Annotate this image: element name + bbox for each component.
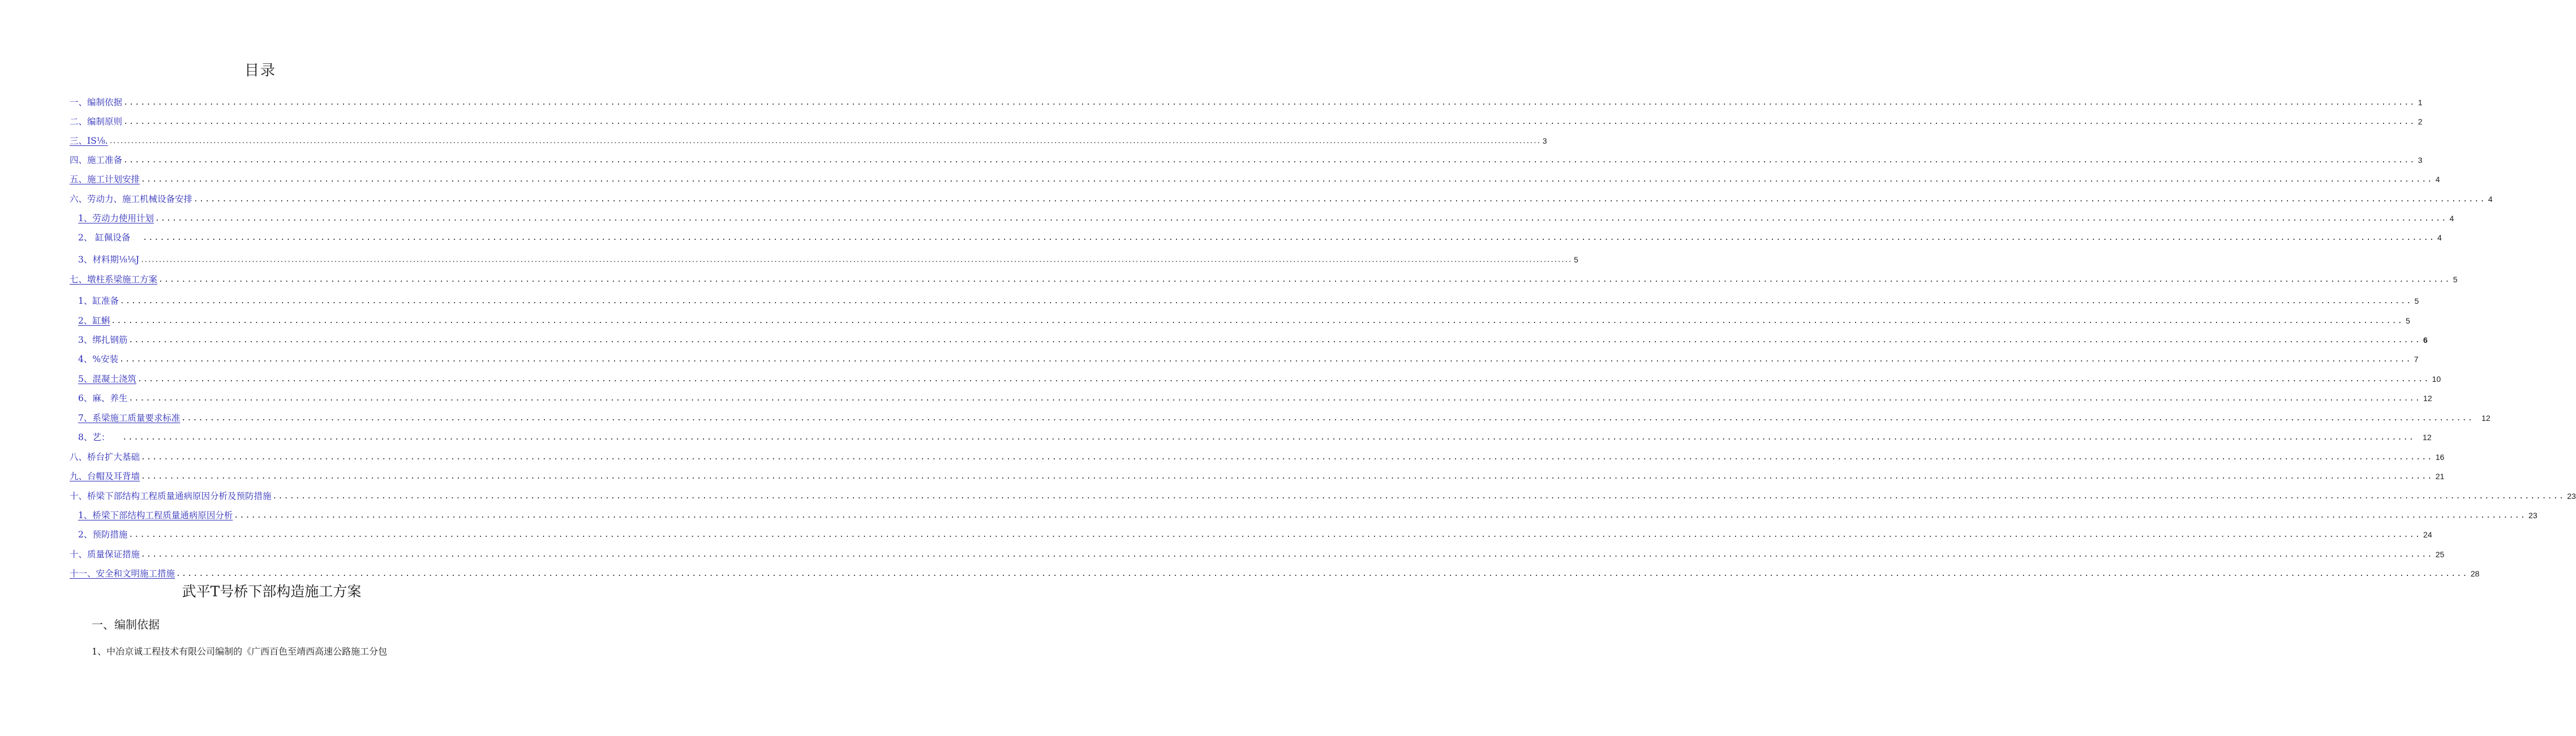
toc-entry[interactable] — [70, 96, 2423, 109]
toc-entry-page: 1 — [2418, 98, 2423, 107]
toc-entry[interactable] — [70, 470, 2445, 483]
toc-dot-leader: ................................................................................................................................................................................................................................................................................................................................................................................................................ — [141, 472, 2433, 481]
toc-dot-leader: ................................................................................................................................................................................................................................................................................................................................................................................................................ — [141, 550, 2433, 559]
toc-entry[interactable] — [78, 315, 2410, 327]
toc-dot-leader: ................................................................................................................................................................................................................................................................................................................................................................................................................ — [122, 433, 2415, 442]
toc-entry[interactable] — [78, 334, 2428, 346]
toc-entry-page: 4 — [2449, 214, 2454, 223]
toc-entry-page: 7 — [2414, 355, 2419, 364]
toc-entry-label[interactable]: 五、施工计划安排 — [70, 174, 140, 184]
toc-entry-page: 24 — [2423, 530, 2432, 539]
toc-entry-page: 21 — [2435, 472, 2445, 481]
toc-entry[interactable] — [78, 373, 2441, 385]
toc-entry-page: 12 — [2481, 414, 2491, 423]
toc-entry[interactable] — [78, 353, 2419, 365]
toc-entry[interactable] — [70, 135, 1547, 147]
toc-entry[interactable] — [78, 431, 2432, 444]
toc-dot-leader: ................................................................................................................................................................................................................................................................................................................................................................................................................ — [109, 137, 1540, 145]
toc-entry[interactable] — [70, 115, 2423, 128]
toc-dot-leader: ................................................................................................................................................................................................................................................................................................................................................................................................................ — [181, 414, 2474, 423]
toc-entry[interactable] — [70, 154, 2423, 166]
toc-dot-leader: ................................................................................................................................................................................................................................................................................................................................................................................................................ — [128, 336, 2422, 345]
toc-dot-leader: ................................................................................................................................................................................................................................................................................................................................................................................................................ — [123, 98, 2416, 107]
toc-entry-label[interactable]: 四、施工准备 — [70, 155, 123, 165]
toc-entry-label[interactable]: 5、混凝土浇筑 — [78, 374, 136, 384]
toc-dot-leader: ................................................................................................................................................................................................................................................................................................................................................................................................................ — [137, 375, 2430, 384]
toc-dot-leader: ................................................................................................................................................................................................................................................................................................................................................................................................................ — [140, 256, 1572, 264]
toc-dot-leader: ................................................................................................................................................................................................................................................................................................................................................................................................................ — [128, 531, 2422, 539]
toc-dot-leader: ................................................................................................................................................................................................................................................................................................................................................................................................................ — [141, 175, 2433, 184]
toc-entry[interactable] — [78, 231, 2442, 244]
toc-entry-label[interactable]: 4、%安装 — [78, 354, 119, 364]
toc-dot-leader: ................................................................................................................................................................................................................................................................................................................................................................................................................ — [111, 317, 2404, 325]
toc-entry-page: 5 — [2406, 316, 2410, 325]
toc-entry-page: 2 — [2418, 117, 2423, 126]
toc-entry-label[interactable]: 十一、安全和文明施工措施 — [70, 569, 175, 579]
toc-dot-leader: ................................................................................................................................................................................................................................................................................................................................................................................................................ — [123, 118, 2416, 126]
toc-dot-leader: ................................................................................................................................................................................................................................................................................................................................................................................................................ — [272, 492, 2565, 501]
toc-entry-label[interactable]: 3、绑扎钢筋 — [78, 335, 128, 345]
toc-entry-label[interactable]: 六、劳动力、施工机械设备安排 — [70, 194, 193, 204]
toc-entry[interactable] — [78, 212, 2454, 225]
toc-entry-label[interactable]: 7、系梁施工质量要求标准 — [78, 413, 181, 423]
toc-dot-leader: ................................................................................................................................................................................................................................................................................................................................................................................................................ — [194, 195, 2486, 204]
toc-entry-label[interactable]: 2、 缸佩设备 — [78, 233, 131, 243]
toc-entry[interactable] — [70, 173, 2440, 186]
document-title: 武平T号桥下部构造施工方案 — [182, 583, 362, 600]
toc-entry-label[interactable]: 七、墩柱系梁施工方案 — [70, 274, 158, 285]
toc-dot-leader: ................................................................................................................................................................................................................................................................................................................................................................................................................ — [143, 234, 2435, 242]
toc-entry[interactable] — [70, 193, 2493, 205]
toc-dot-leader: ................................................................................................................................................................................................................................................................................................................................................................................................................ — [158, 276, 2451, 284]
toc-entry-page: 4 — [2437, 233, 2442, 242]
toc-entry[interactable] — [70, 490, 2576, 502]
toc-entry[interactable] — [78, 253, 1578, 266]
toc-entry-page: 4 — [2435, 175, 2440, 184]
toc-entry-label[interactable]: 6、麻、养生 — [78, 393, 128, 403]
toc-entry-page: 16 — [2435, 453, 2445, 462]
toc-entry-label[interactable]: 八、桥台扩大基础 — [70, 452, 140, 462]
toc-entry-label[interactable]: 十、桥梁下部结构工程质量通病原因分析及预防措施 — [70, 491, 272, 501]
toc-entry-label[interactable]: 8、艺： — [78, 432, 110, 442]
toc-entry[interactable] — [78, 528, 2432, 541]
toc-entry-page: 5 — [1574, 255, 1578, 264]
toc-entry-page: 25 — [2435, 550, 2445, 559]
toc-dot-leader: ................................................................................................................................................................................................................................................................................................................................................................................................................ — [119, 297, 2412, 305]
toc-entry[interactable] — [78, 412, 2491, 424]
toc-entry-label[interactable]: 1、劳动力使用计划 — [78, 213, 154, 223]
section-heading: 一、编制依据 — [92, 618, 160, 631]
toc-entry-label[interactable]: 二、编制原则 — [70, 117, 123, 127]
toc-entry-page: 5 — [2414, 296, 2419, 305]
toc-entry[interactable] — [78, 509, 2538, 522]
toc-entry-page: 4 — [2488, 195, 2493, 204]
toc-dot-leader: ................................................................................................................................................................................................................................................................................................................................................................................................................ — [119, 355, 2412, 364]
toc-entry-label[interactable]: 1、桥梁下部结构工程质量通病原因分析 — [78, 510, 233, 520]
toc-dot-leader: ................................................................................................................................................................................................................................................................................................................................................................................................................ — [128, 394, 2422, 403]
toc-entry-label[interactable]: 3、材料期⅛⅛J — [78, 255, 140, 265]
toc-entry-page: 23 — [2567, 492, 2576, 501]
toc-entry-page: 23 — [2528, 511, 2538, 520]
toc-entry-page: 6 — [2423, 335, 2428, 345]
toc-entry-label[interactable]: 2、缸蝌 — [78, 316, 110, 326]
toc-dot-leader: ................................................................................................................................................................................................................................................................................................................................................................................................................ — [141, 453, 2433, 462]
toc-entry-label[interactable]: 三、IS⅛. — [70, 136, 108, 146]
toc-dot-leader: ................................................................................................................................................................................................................................................................................................................................................................................................................ — [176, 570, 2468, 578]
toc-entry-page: 12 — [2423, 433, 2432, 442]
toc-entry[interactable] — [78, 392, 2432, 404]
toc-entry-page: 12 — [2423, 394, 2432, 403]
toc-title: 目录 — [244, 62, 276, 79]
toc-dot-leader: ................................................................................................................................................................................................................................................................................................................................................................................................................ — [234, 511, 2527, 520]
toc-entry[interactable] — [70, 273, 2458, 286]
toc-entry-page: 3 — [1542, 136, 1547, 145]
toc-entry-page: 3 — [2418, 156, 2423, 165]
toc-entry-page: 5 — [2453, 275, 2458, 284]
toc-entry[interactable] — [78, 295, 2419, 307]
toc-entry-page: 10 — [2432, 375, 2441, 384]
body-paragraph: 1、中冶京诚工程技术有限公司编制的《广西百色至靖西高速公路施工分包 — [92, 646, 388, 657]
toc-entry-label[interactable]: 1、缸准备 — [78, 296, 119, 306]
toc-entry-label[interactable]: 2、预防措施 — [78, 530, 128, 540]
toc-entry-label[interactable]: 十、质量保证措施 — [70, 549, 140, 559]
toc-entry[interactable] — [70, 567, 2480, 580]
toc-dot-leader: ................................................................................................................................................................................................................................................................................................................................................................................................................ — [154, 214, 2448, 223]
toc-entry-label[interactable]: 九、台帽及耳背墙 — [70, 471, 140, 481]
toc-entry[interactable] — [70, 548, 2445, 561]
toc-entry-label[interactable]: 一、编制依据 — [70, 97, 123, 107]
toc-entry[interactable] — [70, 451, 2445, 463]
toc-dot-leader: ................................................................................................................................................................................................................................................................................................................................................................................................................ — [123, 156, 2416, 165]
toc-entry-page: 28 — [2470, 569, 2480, 578]
